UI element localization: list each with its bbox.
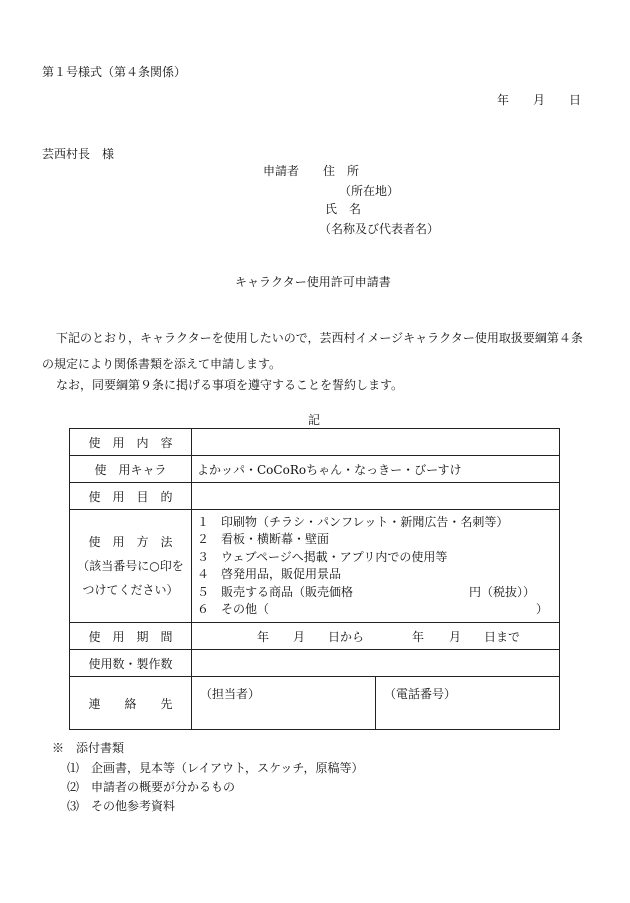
period-day-1: 日から <box>328 630 365 644</box>
method-option-5-tail: 円（税抜）） <box>469 584 536 599</box>
period-month-1: 月 <box>293 630 306 644</box>
addressee: 芸西村長 様 <box>42 147 115 161</box>
date-line <box>497 92 581 108</box>
ki-label: 記 <box>308 413 321 427</box>
method-option-6[interactable] <box>197 601 559 619</box>
period-value[interactable] <box>192 623 560 650</box>
content-value[interactable] <box>192 429 560 456</box>
period-label: 使 用 期 間 <box>70 623 192 650</box>
attachments-heading: ※ 添付書類 <box>52 741 125 755</box>
table-row <box>70 456 560 483</box>
contact-person-cell[interactable] <box>192 677 375 729</box>
method-option-4[interactable]: ４ 啓発用品，販促用景品 <box>197 567 342 581</box>
contact-phone-label: （電話番号） <box>384 687 457 701</box>
method-option-2[interactable]: ２ 看板・横断幕・壁面 <box>197 532 330 546</box>
method-option-5[interactable] <box>197 584 559 602</box>
body-paragraph-1: 下記のとおり，キャラクターを使用したいので，芸西村イメージキャラクター使用取扱要綱第４条の規定により関係書類を添えて申請します。 <box>42 331 583 371</box>
table-row <box>70 650 560 677</box>
address-label: 住 所 <box>323 164 360 178</box>
contact-split <box>192 677 559 729</box>
contact-person-label: （担当者） <box>200 687 261 701</box>
method-label-line-3: つけてください） <box>82 583 179 597</box>
date-year: 年 <box>497 93 510 107</box>
method-label-line-2: （該当番号に○印を <box>77 559 184 573</box>
count-label: 使用数・製作数 <box>70 650 192 677</box>
contact-value <box>192 677 560 730</box>
name-label: 氏 名 <box>325 202 362 216</box>
table-row <box>70 429 560 456</box>
table-row <box>70 677 560 730</box>
document-title: キャラクター使用許可申請書 <box>235 275 391 289</box>
period-year-2: 年 <box>412 630 425 644</box>
method-option-6-tail: ） <box>536 602 549 616</box>
address-sub-label: （所在地） <box>339 184 400 198</box>
period-year-1: 年 <box>257 630 270 644</box>
contact-phone-cell[interactable] <box>375 677 559 729</box>
method-option-1[interactable]: １ 印刷物（チラシ・パンフレット・新聞広告・名刺等） <box>197 514 509 529</box>
method-label <box>70 510 192 623</box>
content-label: 使 用 内 容 <box>70 429 192 456</box>
purpose-label: 使 用 目 的 <box>70 483 192 510</box>
method-options <box>192 510 560 623</box>
period-month-2: 月 <box>449 630 462 644</box>
attachment-item-3: ⑶ その他参考資料 <box>67 799 176 813</box>
period-day-2: 日まで <box>484 630 521 644</box>
attachment-item-1: ⑴ 企画書，見本等（レイアウト，スケッチ，原稿等） <box>67 761 364 775</box>
purpose-value[interactable] <box>192 483 560 510</box>
name-sub-label: （名称及び代表者名） <box>319 222 440 236</box>
chara-label: 使 用キャラ <box>70 456 192 483</box>
date-month: 月 <box>533 93 546 107</box>
table-row <box>70 483 560 510</box>
method-option-6-text: ６ その他（ <box>197 602 270 616</box>
contact-label: 連 絡 先 <box>70 677 192 730</box>
application-table <box>69 428 560 730</box>
chara-value: よかッパ・CoCoRoちゃん・なっきー・びーすけ <box>192 456 560 483</box>
method-option-3[interactable]: ３ ウェブページへ掲載・アプリ内での使用等 <box>197 549 448 564</box>
body-paragraph-2: なお，同要綱第９条に掲げる事項を遵守することを誓約します。 <box>56 378 404 392</box>
date-day: 日 <box>569 93 582 107</box>
table-row <box>70 623 560 650</box>
table-row <box>70 510 560 623</box>
form-number-label: 第１号様式（第４条関係） <box>42 65 187 79</box>
count-value[interactable] <box>192 650 560 677</box>
method-option-5-text: ５ 販売する商品（販売価格 <box>197 584 354 599</box>
applicant-label: 申請者 <box>263 164 300 178</box>
attachment-item-2: ⑵ 申請者の概要が分かるもの <box>67 780 236 794</box>
method-label-line-1: 使 用 方 法 <box>88 535 173 549</box>
